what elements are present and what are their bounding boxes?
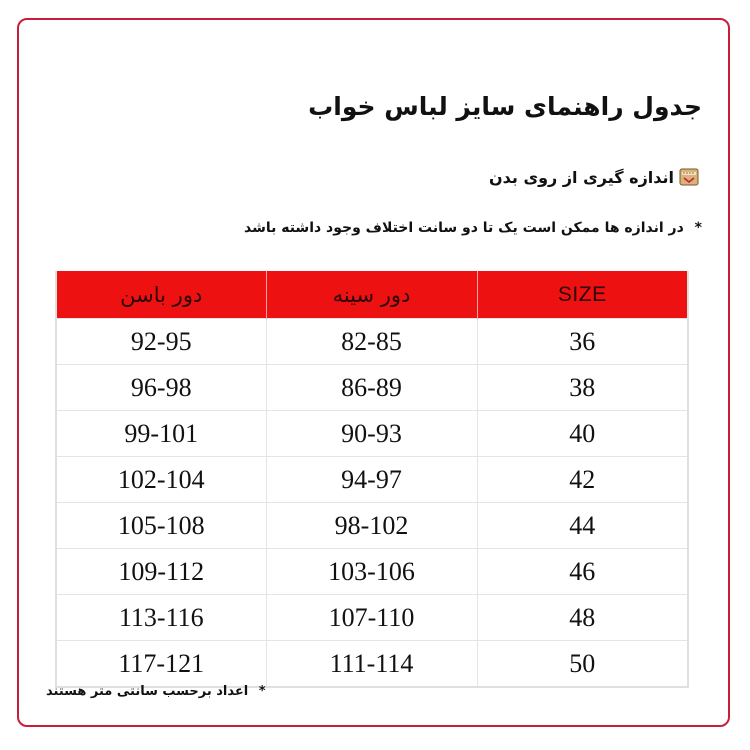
- tolerance-note: [244, 220, 702, 236]
- table-row: [56, 595, 688, 641]
- page-title: جدول راهنمای سایز لباس خواب: [308, 92, 702, 121]
- table-row: [56, 503, 688, 549]
- cell-chest: 94-97: [266, 457, 477, 503]
- cell-hip: 92-95: [56, 319, 266, 365]
- table-row: [56, 641, 688, 688]
- cell-size: 48: [477, 595, 688, 641]
- footnote-text: اعداد برحسب سانتی متر هستند: [46, 684, 249, 699]
- cell-hip: 105-108: [56, 503, 266, 549]
- size-table: [55, 271, 689, 688]
- header-chest: دور سینه: [266, 271, 477, 319]
- cell-size: 38: [477, 365, 688, 411]
- cell-hip: 102-104: [56, 457, 266, 503]
- cell-size: 40: [477, 411, 688, 457]
- footnote-star: *: [258, 684, 266, 699]
- table-row: [56, 457, 688, 503]
- measurement-label: اندازه گیری از روی بدن: [488, 167, 674, 187]
- measurement-heading: [489, 166, 700, 188]
- cell-size: 36: [477, 319, 688, 365]
- cell-chest: 86-89: [266, 365, 477, 411]
- cell-size: 42: [477, 457, 688, 503]
- cell-chest: 82-85: [266, 319, 477, 365]
- cell-hip: 96-98: [56, 365, 266, 411]
- header-size: SIZE: [477, 271, 688, 319]
- cell-size: 50: [477, 641, 688, 688]
- note-text: در اندازه ها ممکن است یک تا دو سانت اختلاف وجود داشته باشد: [243, 220, 684, 236]
- cell-hip: 109-112: [56, 549, 266, 595]
- table-row: [56, 549, 688, 595]
- cell-size: 44: [477, 503, 688, 549]
- cell-chest: 103-106: [266, 549, 477, 595]
- cell-chest: 98-102: [266, 503, 477, 549]
- measuring-tape-icon: [678, 166, 700, 188]
- cell-hip: 99-101: [56, 411, 266, 457]
- note-star: *: [694, 220, 702, 236]
- table-row: [56, 365, 688, 411]
- units-footnote: [46, 684, 266, 699]
- cell-chest: 107-110: [266, 595, 477, 641]
- cell-chest: 111-114: [266, 641, 477, 688]
- table-header-row: [56, 271, 688, 319]
- cell-chest: 90-93: [266, 411, 477, 457]
- header-hip: دور باسن: [56, 271, 266, 319]
- cell-hip: 117-121: [56, 641, 266, 688]
- table-row: [56, 411, 688, 457]
- cell-hip: 113-116: [56, 595, 266, 641]
- cell-size: 46: [477, 549, 688, 595]
- table-row: [56, 319, 688, 365]
